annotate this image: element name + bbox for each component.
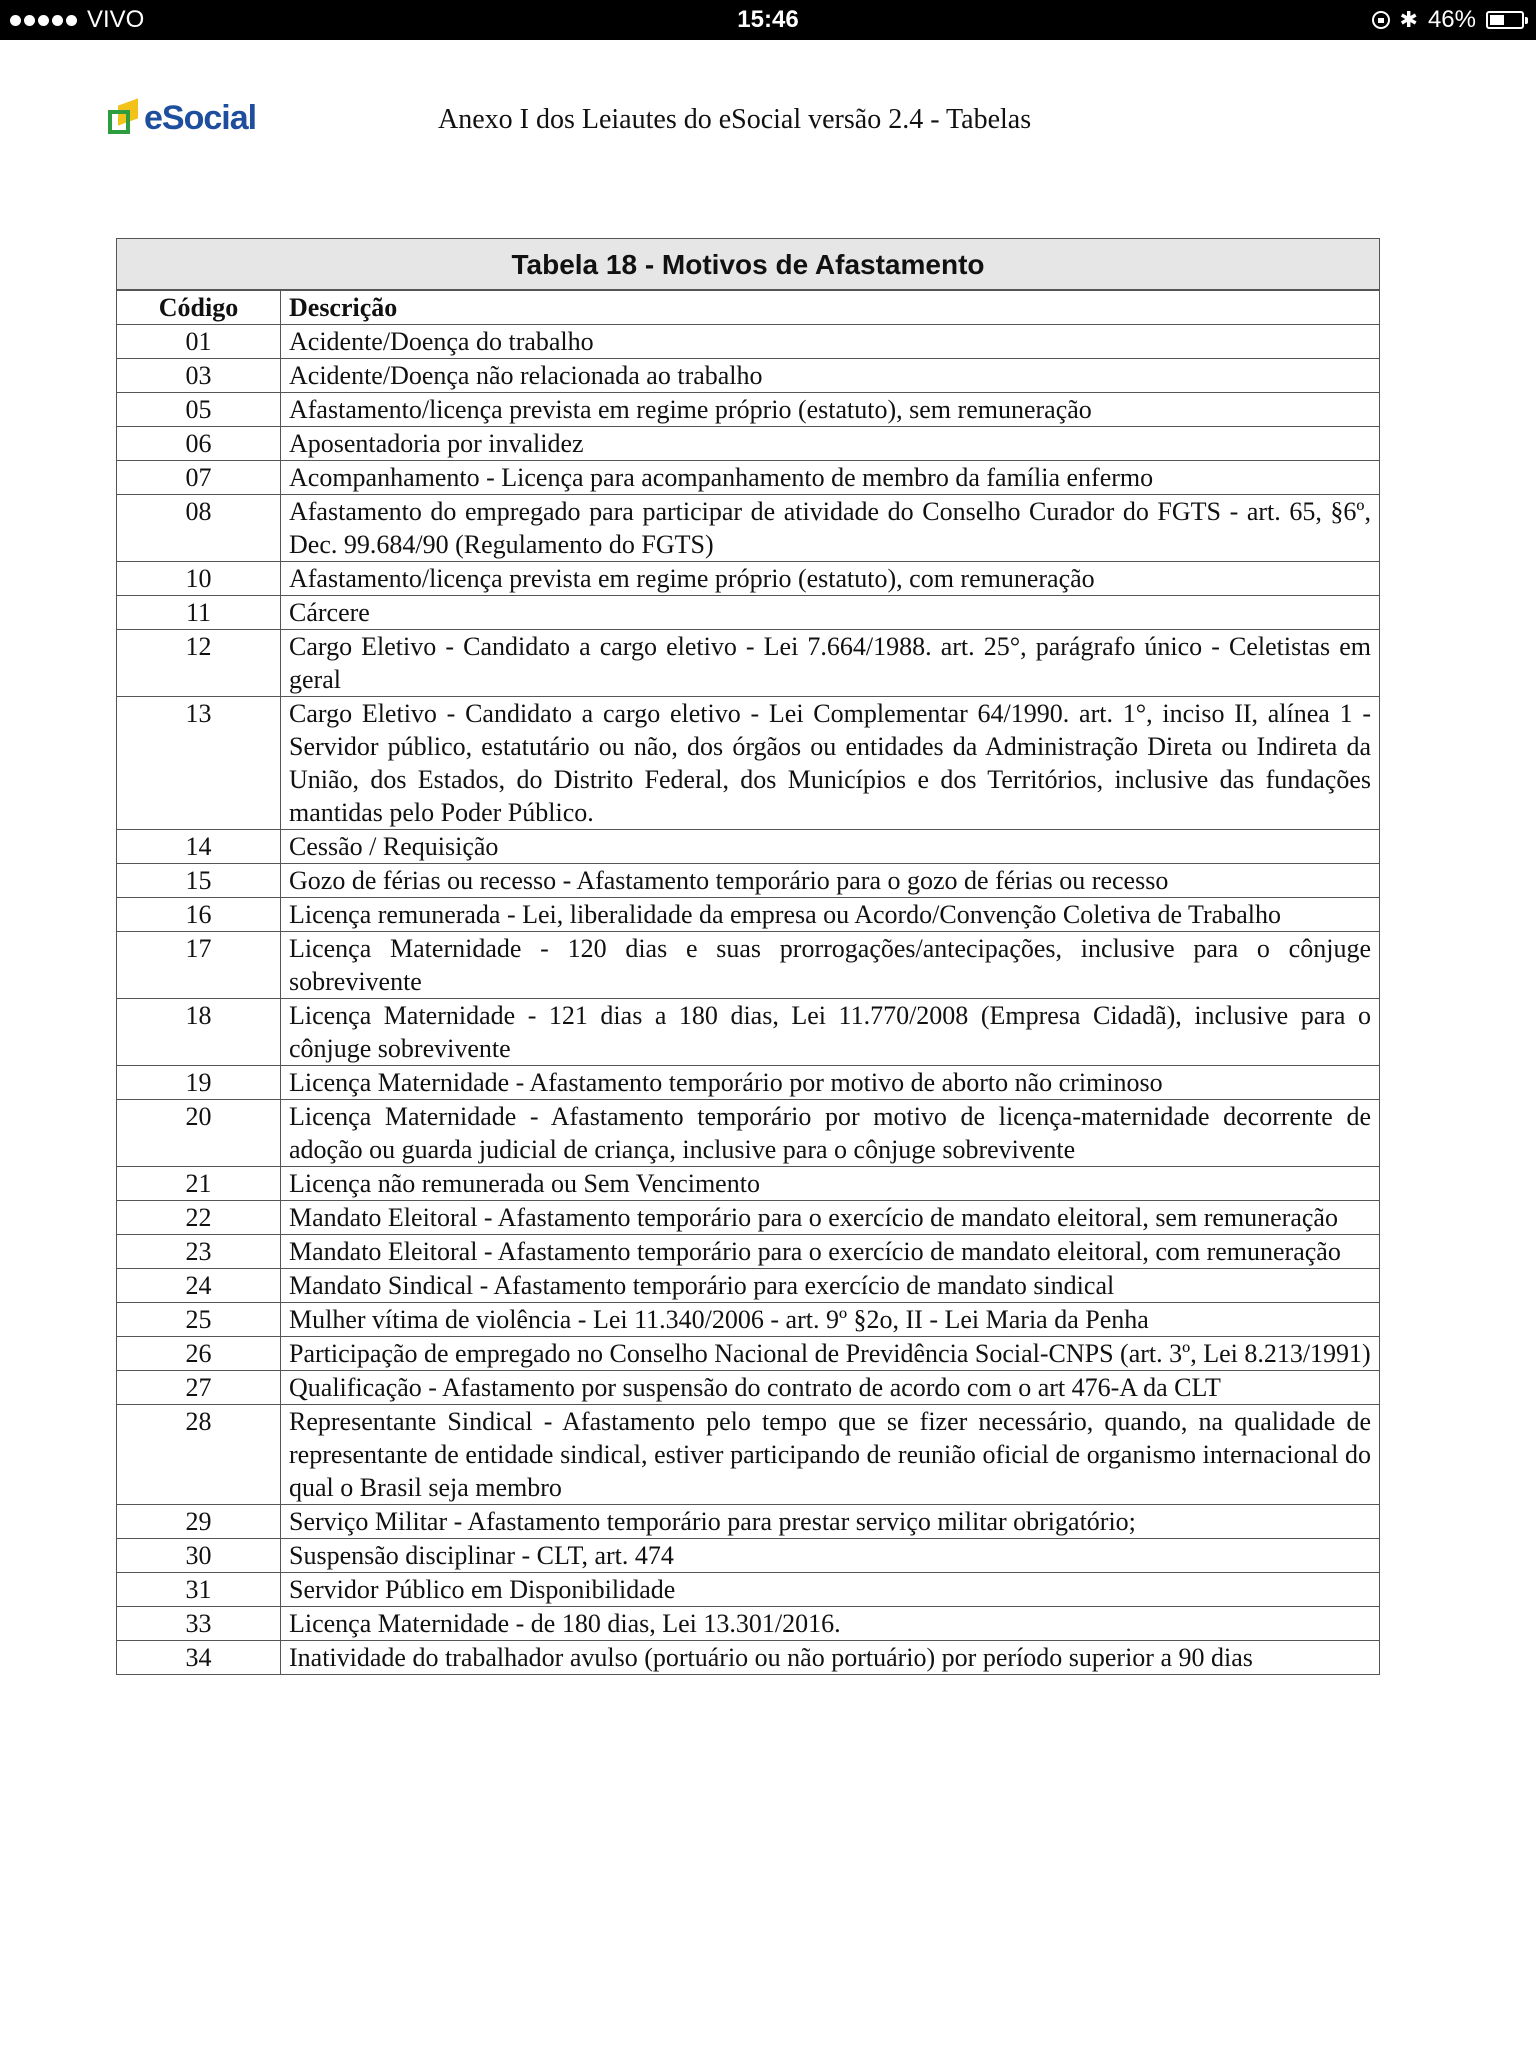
table-row [117, 999, 1380, 1066]
row-description: Serviço Militar - Afastamento temporário para prestar serviço militar obrigatório; [281, 1505, 1380, 1539]
row-code: 27 [117, 1371, 281, 1405]
row-code: 25 [117, 1303, 281, 1337]
table-row [117, 427, 1380, 461]
table-row [117, 1539, 1380, 1573]
row-description: Licença Maternidade - 121 dias a 180 dias, Lei 11.770/2008 (Empresa Cidadã), inclusive para o cônjuge sobrevivente [281, 999, 1380, 1066]
table-row [117, 1573, 1380, 1607]
row-code: 16 [117, 898, 281, 932]
row-description: Licença remunerada - Lei, liberalidade da empresa ou Acordo/Convenção Coletiva de Trabalho [281, 898, 1380, 932]
table-title: Tabela 18 - Motivos de Afastamento [116, 238, 1380, 290]
row-code: 08 [117, 495, 281, 562]
row-description: Afastamento do empregado para participar de atividade do Conselho Curador do FGTS - art. 65, §6º, Dec. 99.684/90 (Regulamento do FGTS) [281, 495, 1380, 562]
row-code: 24 [117, 1269, 281, 1303]
row-description: Gozo de férias ou recesso - Afastamento temporário para o gozo de férias ou recesso [281, 864, 1380, 898]
row-code: 03 [117, 359, 281, 393]
row-description: Acidente/Doença não relacionada ao trabalho [281, 359, 1380, 393]
row-description: Acidente/Doença do trabalho [281, 325, 1380, 359]
table-row [117, 562, 1380, 596]
table-row [117, 1337, 1380, 1371]
row-code: 21 [117, 1167, 281, 1201]
row-code: 13 [117, 697, 281, 830]
table-row [117, 1607, 1380, 1641]
table-row [117, 393, 1380, 427]
row-code: 05 [117, 393, 281, 427]
esocial-logo [108, 98, 256, 138]
table-row [117, 359, 1380, 393]
row-description: Afastamento/licença prevista em regime próprio (estatuto), com remuneração [281, 562, 1380, 596]
row-code: 28 [117, 1405, 281, 1505]
row-code: 29 [117, 1505, 281, 1539]
row-description: Acompanhamento - Licença para acompanhamento de membro da família enfermo [281, 461, 1380, 495]
document-header-title: Anexo I dos Leiautes do eSocial versão 2.4 - Tabelas [438, 104, 1032, 135]
row-code: 17 [117, 932, 281, 999]
row-code: 26 [117, 1337, 281, 1371]
row-code: 14 [117, 830, 281, 864]
row-description: Afastamento/licença prevista em regime próprio (estatuto), sem remuneração [281, 393, 1380, 427]
table-row [117, 495, 1380, 562]
row-code: 22 [117, 1201, 281, 1235]
row-code: 30 [117, 1539, 281, 1573]
row-description: Representante Sindical - Afastamento pelo tempo que se fizer necessário, quando, na qualidade de representante de entidade sindical, estiver participando de reunião oficial de organismo internacional do qual o Brasil seja membro [281, 1405, 1380, 1505]
status-bar [0, 0, 1536, 40]
row-description: Licença Maternidade - 120 dias e suas prorrogações/antecipações, inclusive para o cônjuge sobrevivente [281, 932, 1380, 999]
table-row [117, 1303, 1380, 1337]
table-row [117, 1641, 1380, 1675]
row-description: Cargo Eletivo - Candidato a cargo eletivo - Lei 7.664/1988. art. 25°, parágrafo único - Celetistas em geral [281, 630, 1380, 697]
motivos-table [116, 238, 1380, 1675]
row-description: Licença Maternidade - de 180 dias, Lei 13.301/2016. [281, 1607, 1380, 1641]
status-right [1372, 6, 1524, 34]
row-description: Mandato Sindical - Afastamento temporário para exercício de mandato sindical [281, 1269, 1380, 1303]
table-row [117, 1100, 1380, 1167]
row-code: 33 [117, 1607, 281, 1641]
row-code: 11 [117, 596, 281, 630]
row-description: Cessão / Requisição [281, 830, 1380, 864]
table-row [117, 461, 1380, 495]
row-description: Mandato Eleitoral - Afastamento temporário para o exercício de mandato eleitoral, com remuneração [281, 1235, 1380, 1269]
clock: 15:46 [737, 6, 799, 33]
row-description: Mandato Eleitoral - Afastamento temporário para o exercício de mandato eleitoral, sem remuneração [281, 1201, 1380, 1235]
table-row [117, 830, 1380, 864]
row-code: 06 [117, 427, 281, 461]
row-description: Licença não remunerada ou Sem Vencimento [281, 1167, 1380, 1201]
row-code: 07 [117, 461, 281, 495]
row-description: Servidor Público em Disponibilidade [281, 1573, 1380, 1607]
table-row [117, 630, 1380, 697]
column-header-codigo: Código [117, 291, 281, 325]
row-code: 10 [117, 562, 281, 596]
table-row [117, 1167, 1380, 1201]
row-description: Licença Maternidade - Afastamento temporário por motivo de aborto não criminoso [281, 1066, 1380, 1100]
row-code: 34 [117, 1641, 281, 1675]
row-code: 12 [117, 630, 281, 697]
table-row [117, 1066, 1380, 1100]
column-header-descricao: Descrição [281, 291, 1380, 325]
table-row [117, 1505, 1380, 1539]
table-row [117, 1201, 1380, 1235]
row-description: Aposentadoria por invalidez [281, 427, 1380, 461]
table-row [117, 325, 1380, 359]
row-description: Qualificação - Afastamento por suspensão do contrato de acordo com o art 476-A da CLT [281, 1371, 1380, 1405]
row-code: 23 [117, 1235, 281, 1269]
rotation-lock-icon [1372, 11, 1390, 29]
esocial-logo-mark-icon [108, 100, 140, 136]
table [116, 290, 1380, 1675]
battery-percent: 46% [1427, 6, 1476, 33]
bluetooth-icon: ✱ [1399, 7, 1418, 32]
row-description: Participação de empregado no Conselho Nacional de Previdência Social-CNPS (art. 3º, Lei 8.213/1991) [281, 1337, 1380, 1371]
table-row [117, 898, 1380, 932]
row-description: Licença Maternidade - Afastamento temporário por motivo de licença-maternidade decorrente de adoção ou guarda judicial de criança, inclusive para o cônjuge sobrevivente [281, 1100, 1380, 1167]
table-row [117, 1269, 1380, 1303]
carrier-label: VIVO [87, 6, 145, 33]
row-code: 15 [117, 864, 281, 898]
table-row [117, 596, 1380, 630]
row-code: 31 [117, 1573, 281, 1607]
table-row [117, 1405, 1380, 1505]
battery-icon [1486, 11, 1524, 29]
table-row [117, 697, 1380, 830]
row-description: Mulher vítima de violência - Lei 11.340/2006 - art. 9º §2o, II - Lei Maria da Penha [281, 1303, 1380, 1337]
row-code: 01 [117, 325, 281, 359]
row-description: Cárcere [281, 596, 1380, 630]
table-header-row [117, 291, 1380, 325]
table-body [117, 325, 1380, 1675]
table-row [117, 932, 1380, 999]
row-description: Inatividade do trabalhador avulso (portuário ou não portuário) por período superior a 90 dias [281, 1641, 1380, 1675]
row-description: Suspensão disciplinar - CLT, art. 474 [281, 1539, 1380, 1573]
row-code: 20 [117, 1100, 281, 1167]
row-code: 18 [117, 999, 281, 1066]
row-description: Cargo Eletivo - Candidato a cargo eletivo - Lei Complementar 64/1990. art. 1°, inciso II, alínea 1 - Servidor público, estatutário ou não, dos órgãos ou entidades da Administração Direta ou Indireta da União, dos Estados, do Distrito Federal, dos Municípios e dos Territórios, inclusive das fundações mantidas pelo Poder Público. [281, 697, 1380, 830]
table-row [117, 864, 1380, 898]
row-code: 19 [117, 1066, 281, 1100]
logo-text: eSocial [144, 98, 257, 137]
table-row [117, 1371, 1380, 1405]
table-row [117, 1235, 1380, 1269]
